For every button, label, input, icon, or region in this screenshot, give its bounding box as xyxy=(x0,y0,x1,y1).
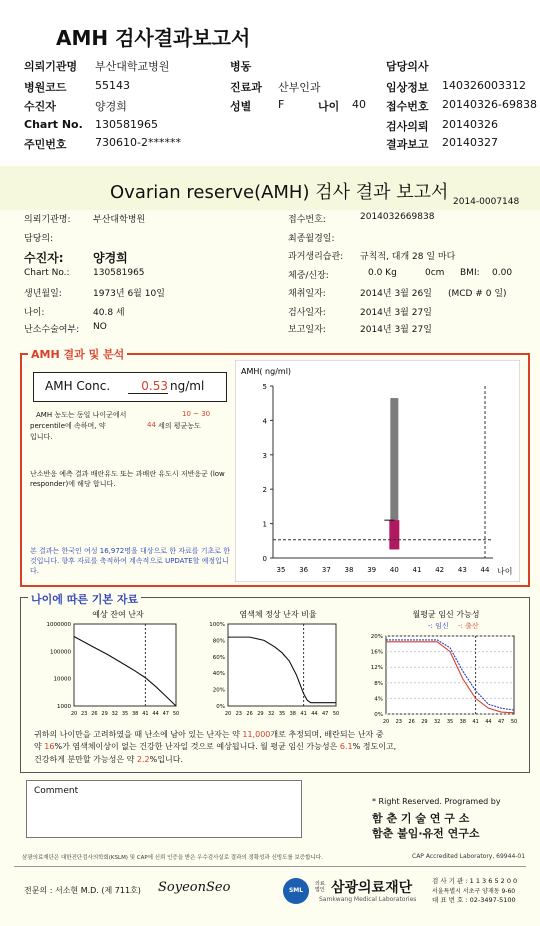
r-body-label: 체중/신장: xyxy=(288,271,329,281)
x-tick-label: 26 xyxy=(91,711,98,717)
x-tick-label: 29 xyxy=(421,719,428,725)
x-tick-label: 43 xyxy=(457,566,467,574)
report-title: Ovarian reserve(AMH) 검사 결과 보고서 xyxy=(110,182,449,203)
x-tick-label: 38 xyxy=(344,566,354,574)
summary-text-7: %입니다. xyxy=(149,754,183,764)
x-tick-label: 47 xyxy=(322,711,329,717)
r-weight-value: 0.0 Kg xyxy=(368,268,397,278)
chart-label: Chart No. xyxy=(24,118,83,131)
ward-label: 병동 xyxy=(230,60,252,73)
age-label: 나이 xyxy=(318,100,340,113)
x-tick-label: 23 xyxy=(81,711,88,717)
age-equivalent: 44 xyxy=(147,421,156,429)
code-label: 병원코드 xyxy=(24,81,67,94)
y-tick-label: 0% xyxy=(374,712,383,718)
normal-chart-title: 염색체 정상 난자 비율 xyxy=(239,610,317,619)
x-tick-label: 50 xyxy=(172,711,180,717)
x-tick-label: 37 xyxy=(321,566,331,574)
x-tick-label: 41 xyxy=(472,719,479,725)
y-tick-label: 2 xyxy=(262,486,267,495)
x-tick-label: 23 xyxy=(235,711,242,717)
x-tick-label: 41 xyxy=(300,711,307,717)
amh-chart-xlabel: 나이 xyxy=(497,567,513,576)
r-bmi-label: BMI: xyxy=(460,268,480,278)
x-tick-label: 47 xyxy=(162,711,169,717)
y-tick-label: 20% xyxy=(212,687,225,694)
summary-text-3: 약 xyxy=(34,742,42,752)
sex-label: 성별 xyxy=(230,100,252,113)
summary-birth: 2.2 xyxy=(136,754,150,764)
y-tick-label: 16% xyxy=(370,649,383,656)
y-tick-label: 4 xyxy=(262,417,267,426)
accreditation-note: 삼광의료재단은 대한진단검사의학회(KSLM) 및 CAP에 신뢰 인증을 받은 우수검사실로 결과의 정확성과 신빙도를 보증합니다. xyxy=(22,855,323,861)
age-summary xyxy=(34,729,524,766)
legend-pregnancy: -: 임신 xyxy=(428,622,449,630)
patient-label: 수진자 xyxy=(24,100,56,113)
x-tick-label: 35 xyxy=(446,719,454,725)
comment-label: Comment xyxy=(34,786,79,796)
org-line-1: 함 춘 기 술 연 구 소 xyxy=(372,812,470,825)
x-tick-label: 23 xyxy=(395,719,402,725)
y-tick-label: 80% xyxy=(212,638,225,645)
x-tick-label: 40 xyxy=(389,566,399,574)
plot-area xyxy=(228,624,336,706)
r-test-value: 2014년 3월 27일 xyxy=(360,308,432,318)
logo-english: Samkwang Medical Laboratories xyxy=(319,896,417,903)
x-tick-label: 44 xyxy=(480,566,490,574)
hospital-value: 부산대학교병원 xyxy=(95,60,170,73)
x-tick-label: 35 xyxy=(121,711,129,717)
y-tick-label: 0% xyxy=(216,704,225,710)
r-patient-value: 양경희 xyxy=(93,251,128,265)
sex-value: F xyxy=(278,98,285,111)
x-tick-label: 44 xyxy=(485,719,492,725)
signature: SoyeonSeo xyxy=(158,880,231,895)
y-tick-label: 60% xyxy=(212,654,225,661)
r-surgery-value: NO xyxy=(93,322,107,332)
x-tick-label: 38 xyxy=(459,719,466,725)
r-height-value: 0cm xyxy=(425,268,445,278)
r-menses-label: 과거생리습관: xyxy=(288,252,344,262)
summary-eggs: 11,000 xyxy=(242,730,271,739)
age-section-title: 나이에 따른 기본 자료 xyxy=(28,591,141,607)
lab-info-2: 서울특별시 서초구 양재동 9-60 xyxy=(432,888,516,895)
summary-text-6: 건강하게 분만할 가능성은 약 xyxy=(34,754,135,764)
r-dob-value: 1973년 6월 10일 xyxy=(93,289,165,299)
x-tick-label: 29 xyxy=(101,711,108,717)
report-number: 2014-0007148 xyxy=(453,197,520,207)
amh-unit: ng/ml xyxy=(170,379,205,393)
dept-label: 진료과 xyxy=(230,81,262,94)
summary-text-4: %가 염색체이상이 없는 건강한 난자일 것으로 예상됩니다. 월 평균 임신 가능성은 xyxy=(54,742,338,752)
y-tick-label: 1000000 xyxy=(46,622,71,628)
result-report-value: 20140327 xyxy=(442,136,498,149)
analysis-note: 본 결과는 한국인 여성 16,972명을 대상으로 한 자료를 기초로 한 것입니다. 향후 자료를 축적하여 계속적으로 UPDATE할 예정입니다. xyxy=(30,547,231,576)
request-label: 검사의뢰 xyxy=(386,120,429,133)
y-tick-label: 3 xyxy=(262,451,267,460)
x-tick-label: 42 xyxy=(435,566,445,574)
specialist: 전문의 : 서소현 M.D. (제 711호) xyxy=(24,886,141,895)
x-tick-label: 20 xyxy=(70,711,78,717)
y-tick-label: 12% xyxy=(370,665,383,672)
x-tick-label: 50 xyxy=(510,719,518,725)
x-tick-label: 38 xyxy=(132,711,139,717)
analysis-text-1a: AMH 농도는 동일 나이군에서 xyxy=(36,411,127,419)
rrn-label: 주민번호 xyxy=(24,138,67,151)
lab-info-1: 검 사 기 관 : 1 1 3 6 5 2 0 0 xyxy=(432,877,518,885)
r-doctor-label: 담당의: xyxy=(24,234,54,244)
r-report-value: 2014년 3월 27일 xyxy=(360,325,432,335)
lab-info-3: 대 표 번 호 : 02-3497-5100 xyxy=(432,896,516,904)
r-test-label: 검사일자: xyxy=(288,308,326,318)
x-tick-label: 41 xyxy=(142,711,149,717)
x-tick-label: 26 xyxy=(246,711,253,717)
amh-chart xyxy=(235,360,520,582)
age-value: 40 xyxy=(352,98,366,111)
y-tick-label: 100000 xyxy=(50,649,71,656)
x-tick-label: 44 xyxy=(152,711,159,717)
x-tick-label: 39 xyxy=(367,566,377,574)
r-mcd-value: (MCD # 0 일) xyxy=(448,289,507,299)
eggs-chart-title: 예상 잔여 난자 xyxy=(92,610,144,619)
y-tick-label: 1 xyxy=(262,520,267,529)
r-menses-value: 규칙적, 대개 28 일 마다 xyxy=(360,252,456,262)
r-lmp-label: 최종월경일: xyxy=(288,234,335,244)
x-tick-label: 41 xyxy=(412,566,422,574)
amh-value: 0.53 xyxy=(128,379,168,394)
y-tick-label: 40% xyxy=(212,671,225,678)
summary-normal: 16 xyxy=(44,742,55,752)
pregnancy-chart xyxy=(358,606,524,732)
summary-text-2: 개로 추정되며, 배란되는 난자 중 xyxy=(270,730,384,739)
reception-label: 접수번호 xyxy=(386,100,429,113)
y-tick-label: 20% xyxy=(370,634,383,640)
r-collect-value: 2014년 3월 26일 xyxy=(360,289,432,299)
x-tick-label: 32 xyxy=(268,711,275,717)
pregnancy-chart-title: 월평균 임신 가능성 xyxy=(412,610,480,619)
r-patient-label: 수진자: xyxy=(24,251,64,265)
clinical-value: 140326003312 xyxy=(442,79,526,92)
request-value: 20140326 xyxy=(442,118,498,131)
y-tick-label: 5 xyxy=(262,383,267,391)
patient-value: 양경희 xyxy=(95,100,127,113)
r-dob-label: 생년월일: xyxy=(24,289,62,299)
x-tick-label: 38 xyxy=(289,711,296,717)
r-chart-label: Chart No.: xyxy=(24,268,70,278)
r-chart-value: 130581965 xyxy=(93,268,145,278)
rrn-value: 730610-2****** xyxy=(95,136,181,149)
x-tick-label: 20 xyxy=(224,711,232,717)
x-tick-label: 44 xyxy=(311,711,318,717)
legend-birth: -: 출산 xyxy=(458,622,479,630)
y-tick-label: 4% xyxy=(374,696,383,703)
r-hospital-label: 의뢰기관명: xyxy=(24,215,71,225)
normal-chart xyxy=(196,606,346,722)
percentile-box xyxy=(389,520,399,549)
top-report-title: AMH 검사결과보고서 xyxy=(56,26,251,50)
hospital-label: 의뢰기관명 xyxy=(24,60,78,73)
x-tick-label: 36 xyxy=(299,566,309,574)
r-reception-value: 2014032669838 xyxy=(360,212,435,222)
analysis-text-1c: 세의 평균농도 xyxy=(158,422,201,430)
result-report-label: 결과보고 xyxy=(386,138,429,151)
footer-divider xyxy=(14,866,526,867)
chart-value: 130581965 xyxy=(95,118,158,131)
r-collect-label: 채취일자: xyxy=(288,289,326,299)
x-tick-label: 32 xyxy=(111,711,118,717)
analysis-text-1b: percentile에 속하며, 약 xyxy=(30,422,106,430)
x-tick-label: 47 xyxy=(498,719,505,725)
summary-preg: 6.1 xyxy=(339,742,353,752)
sml-logo-icon xyxy=(283,878,309,904)
logo-abbr: SML xyxy=(288,887,304,894)
x-tick-label: 29 xyxy=(257,711,264,717)
amh-label: AMH Conc. xyxy=(45,379,111,393)
amh-chart-ylabel: AMH( ng/ml) xyxy=(241,367,292,376)
analysis-title: AMH 결과 및 분석 xyxy=(28,346,127,362)
x-tick-label: 20 xyxy=(382,719,390,725)
r-bmi-value: 0.00 xyxy=(492,268,513,278)
x-tick-label: 35 xyxy=(276,566,286,574)
reception-value: 20140326-69838 xyxy=(442,98,537,111)
percentile-range: 10 ~ 30 xyxy=(182,410,211,418)
summary-text-1: 귀하의 나이만을 고려하였을 때 난소에 남아 있는 난자는 약 xyxy=(34,730,240,739)
analysis-text-2: 난소반응 예측 결과 배란유도 또는 과배란 유도시 저반응군 (low responder)에 해당 합니다. xyxy=(30,470,225,489)
x-tick-label: 50 xyxy=(332,711,340,717)
r-report-label: 보고일자: xyxy=(288,325,326,335)
y-tick-label: 8% xyxy=(374,680,383,687)
x-tick-label: 32 xyxy=(434,719,441,725)
eggs-chart xyxy=(26,606,186,722)
r-surgery-label: 난소수술여부: xyxy=(24,325,80,335)
summary-text-5: % 정도이고, xyxy=(352,742,397,752)
x-tick-label: 35 xyxy=(278,711,286,717)
logo-small: 의료 법인 xyxy=(315,881,325,893)
dept-value: 산부인과 xyxy=(278,81,321,94)
y-tick-label: 10000 xyxy=(53,676,71,683)
y-tick-label: 1000 xyxy=(57,704,71,710)
r-age-label: 나이: xyxy=(24,308,45,318)
cap-note: CAP Accredited Laboratory, 69944-01 xyxy=(412,853,526,860)
y-tick-label: 0 xyxy=(262,555,267,563)
rights-text: * Right Reserved. Programed by xyxy=(372,797,501,806)
logo-name: 삼광의료재단 xyxy=(331,880,413,896)
clinical-label: 임상정보 xyxy=(386,81,429,94)
code-value: 55143 xyxy=(95,79,130,92)
r-age-value: 40.8 세 xyxy=(93,308,125,318)
analysis-text-1d: 입니다. xyxy=(30,433,53,441)
y-tick-label: 100% xyxy=(209,622,225,628)
org-line-2: 함춘 불임·유전 연구소 xyxy=(372,827,480,840)
x-tick-label: 26 xyxy=(408,719,415,725)
r-reception-label: 접수번호: xyxy=(288,215,326,225)
doctor-label: 담당의사 xyxy=(386,60,429,73)
r-hospital-value: 부산대학병원 xyxy=(93,215,146,225)
